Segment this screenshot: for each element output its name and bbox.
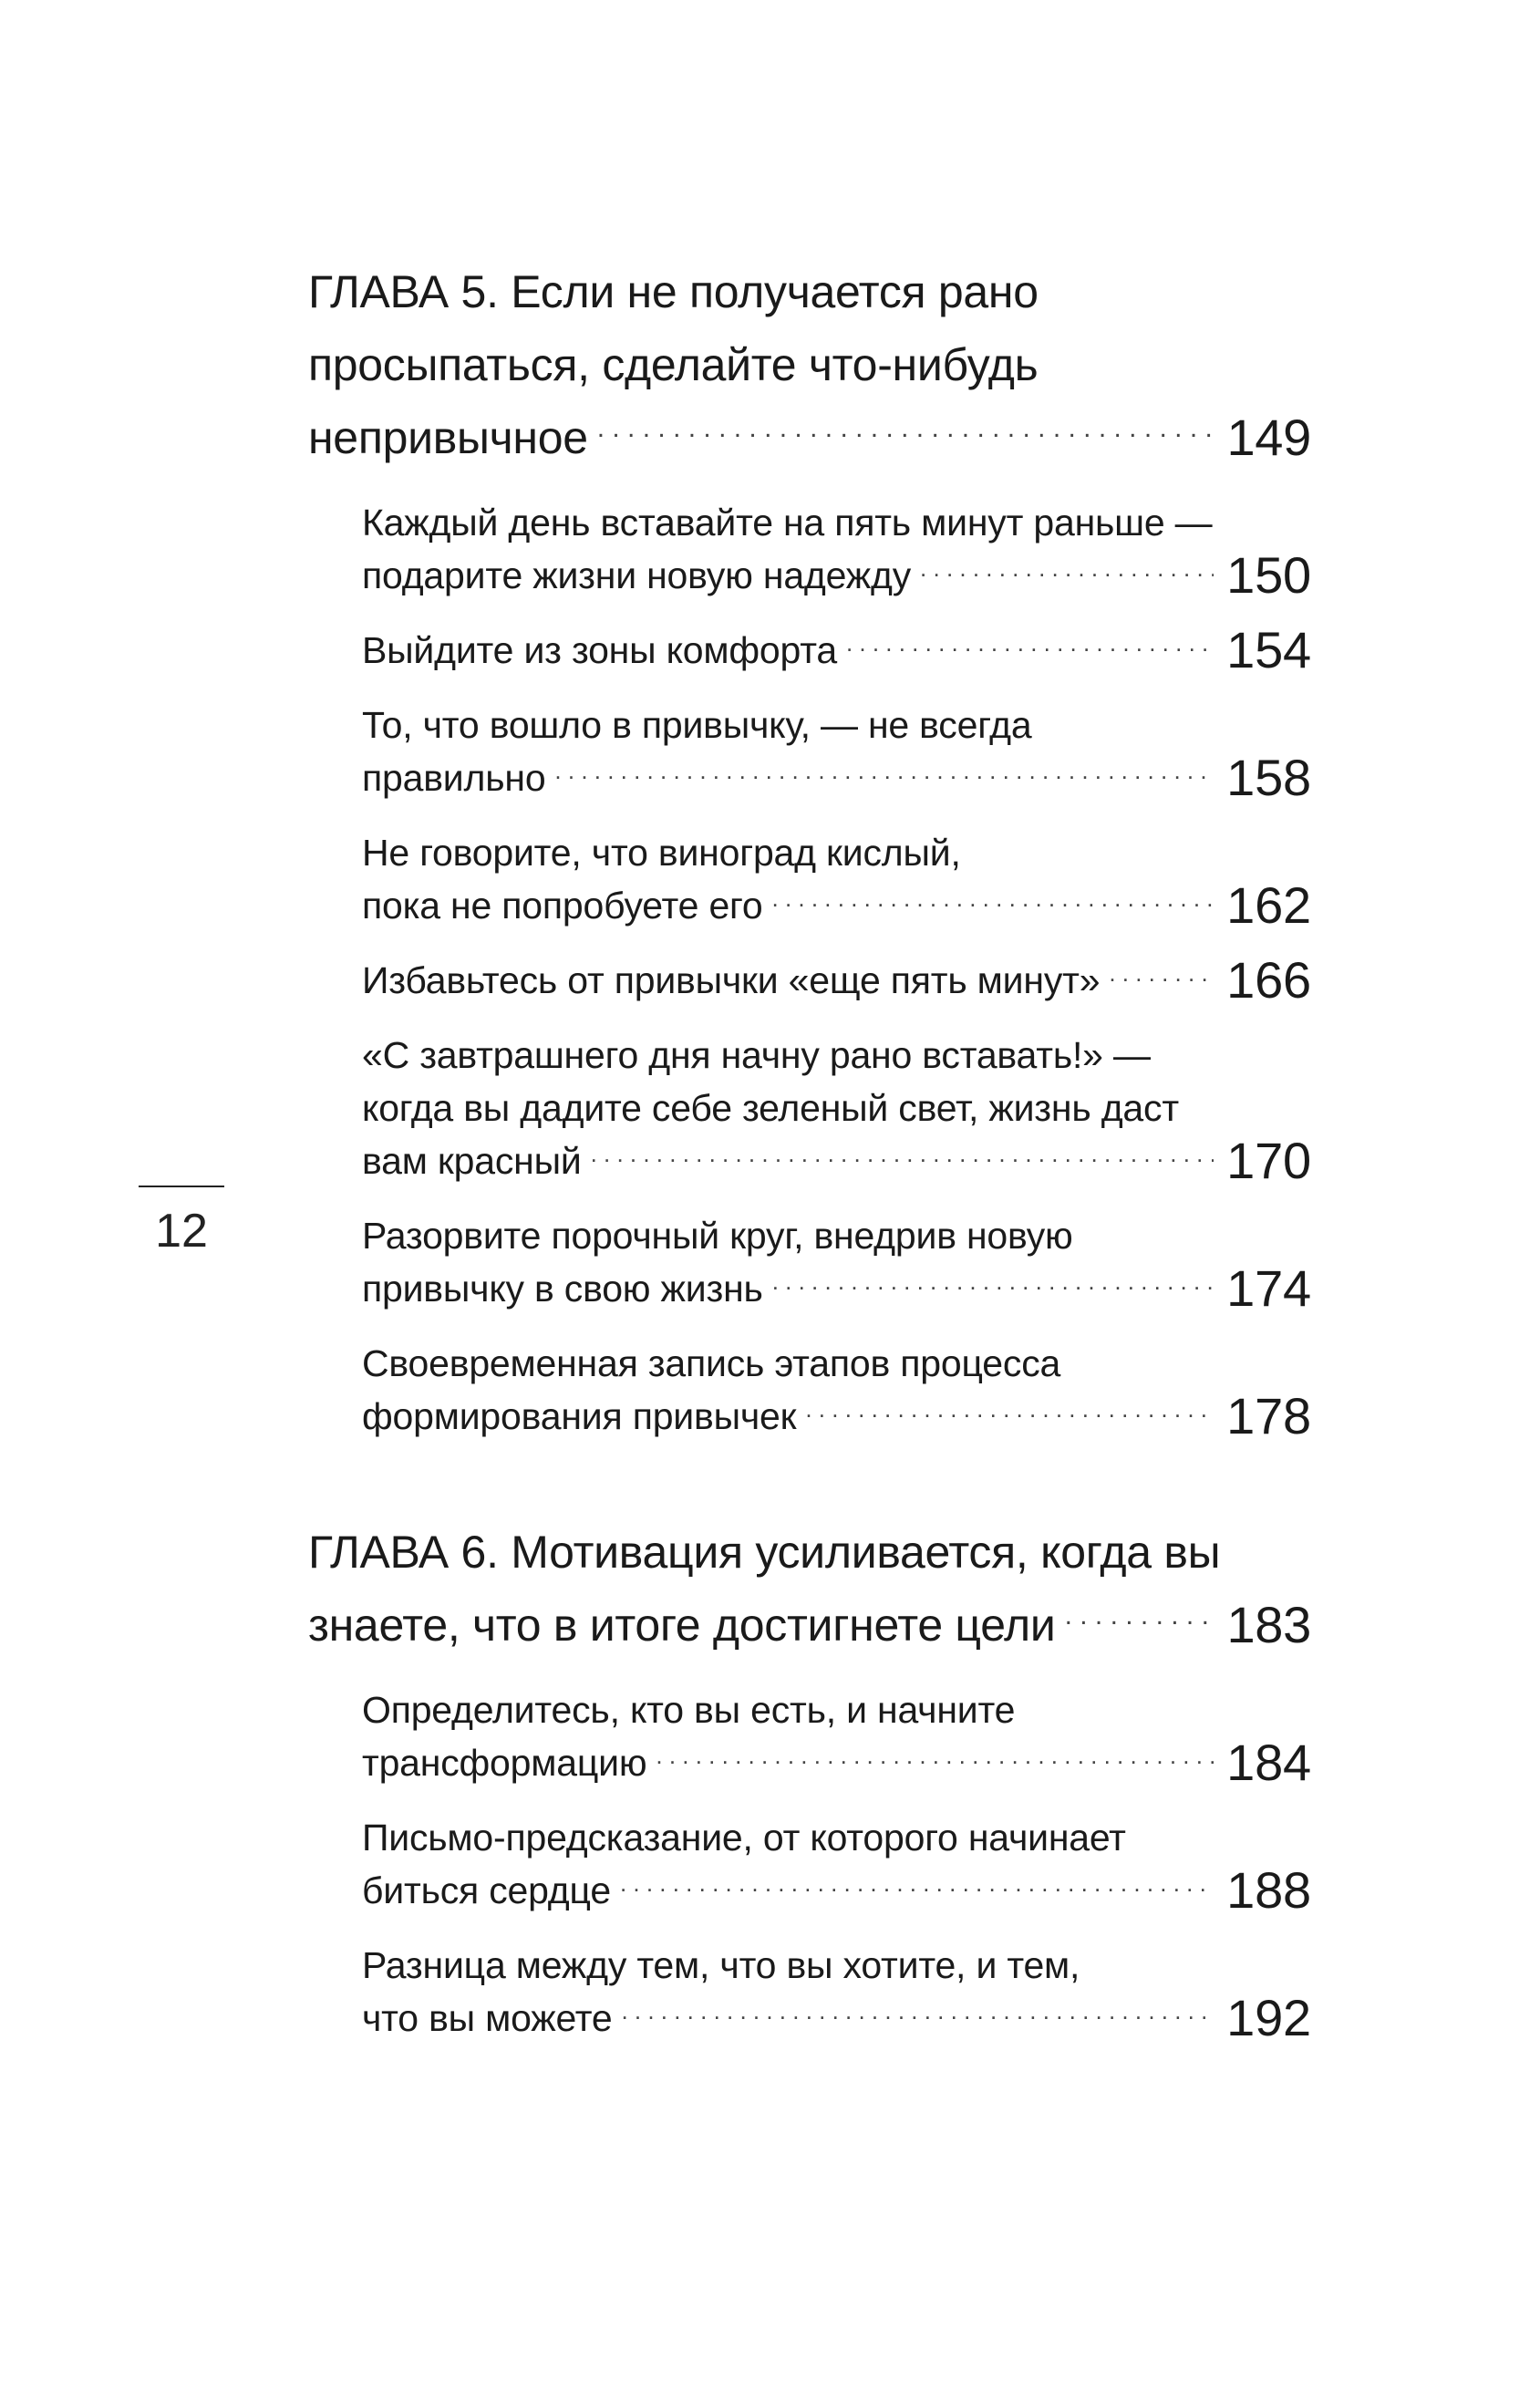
entry-title-last-line: что вы можете bbox=[362, 1997, 613, 2039]
dot-leader bbox=[554, 744, 1214, 797]
entry-row bbox=[362, 876, 1311, 934]
entry-title-last-line: трансформацию bbox=[362, 1742, 647, 1784]
chapter-title-last-line: непривычное bbox=[308, 412, 588, 463]
chapter-page-number: 149 bbox=[1226, 409, 1311, 466]
table-of-contents bbox=[308, 255, 1311, 2045]
entry-title-last-line: пока не попробуете его bbox=[362, 885, 763, 927]
entry-page-number: 174 bbox=[1226, 1259, 1311, 1317]
entry-title-line: Письмо-предсказание, от которого начинает bbox=[362, 1817, 1126, 1859]
entry-page-number: 184 bbox=[1226, 1734, 1311, 1791]
entry-row bbox=[362, 546, 1311, 604]
entry-title-line: Разница между тем, что вы хотите, и тем, bbox=[362, 1944, 1080, 1986]
entry-title-last-line: биться сердце bbox=[362, 1869, 611, 1911]
entry-title-line: То, что вошло в привычку, — не всегда bbox=[362, 704, 1032, 746]
entry-title-last-line: правильно bbox=[362, 757, 546, 799]
entry-title-last-line: вам красный bbox=[362, 1140, 582, 1182]
dot-leader bbox=[1109, 947, 1214, 999]
entry-title-last-line: подарите жизни новую надежду bbox=[362, 554, 912, 596]
dot-leader bbox=[1065, 1579, 1214, 1652]
dot-leader bbox=[656, 1729, 1214, 1782]
entry-row bbox=[362, 1861, 1311, 1919]
dot-leader bbox=[621, 1984, 1214, 2037]
page-number: 12 bbox=[155, 1205, 208, 1258]
entry-page-number: 178 bbox=[1226, 1387, 1311, 1445]
entry-title-line: Каждый день вставайте на пять минут раньше — bbox=[362, 502, 1213, 544]
toc-entry bbox=[362, 1209, 1311, 1315]
dot-leader bbox=[772, 1255, 1214, 1308]
chapter-title-line: ГЛАВА 6. Мотивация усиливается, когда вы bbox=[308, 1527, 1221, 1578]
toc-entry bbox=[362, 1811, 1311, 1917]
entry-title-last-line: привычку в свою жизнь bbox=[362, 1268, 763, 1310]
toc-entry bbox=[362, 1683, 1311, 1789]
chapter-title-row bbox=[308, 401, 1311, 474]
entry-title-line: Своевременная запись этапов процесса bbox=[362, 1342, 1061, 1384]
chapter-title-line: просыпаться, сделайте что-нибудь bbox=[308, 339, 1039, 390]
toc-entry bbox=[362, 1029, 1311, 1187]
toc-entry bbox=[362, 1337, 1311, 1443]
entry-row bbox=[362, 1387, 1311, 1445]
dot-leader bbox=[846, 616, 1214, 669]
dot-leader bbox=[620, 1857, 1214, 1910]
entry-row bbox=[362, 1259, 1311, 1317]
entry-page-number: 154 bbox=[1226, 621, 1311, 678]
entry-page-number: 158 bbox=[1226, 749, 1311, 806]
entry-title-line: Не говорите, что виноград кислый, bbox=[362, 832, 961, 874]
entry-page-number: 192 bbox=[1226, 1989, 1311, 2046]
toc-entry bbox=[362, 621, 1311, 678]
chapter-heading bbox=[308, 1516, 1311, 1662]
chapter-title-last-line: знаете, что в итоге достигнете цели bbox=[308, 1600, 1056, 1651]
dot-leader bbox=[597, 392, 1214, 465]
entry-title-last-line: Выйдите из зоны комфорта bbox=[362, 629, 837, 671]
entry-page-number: 162 bbox=[1226, 876, 1311, 934]
entry-row bbox=[362, 1134, 1311, 1187]
chapter-title-line: ГЛАВА 5. Если не получается рано bbox=[308, 266, 1039, 317]
entry-title-line: Разорвите порочный круг, внедрив новую bbox=[362, 1215, 1073, 1257]
toc-entry bbox=[362, 826, 1311, 932]
chapter-page-number: 183 bbox=[1226, 1596, 1311, 1653]
entry-page-number: 150 bbox=[1226, 546, 1311, 604]
entry-page-number: 188 bbox=[1226, 1861, 1311, 1919]
dot-leader bbox=[772, 872, 1214, 925]
entry-row bbox=[362, 951, 1311, 1009]
entry-row bbox=[362, 621, 1311, 678]
dot-leader bbox=[591, 1127, 1214, 1180]
entry-title-last-line: формирования привычек bbox=[362, 1395, 797, 1437]
entry-row bbox=[362, 1736, 1311, 1789]
toc-entry bbox=[362, 699, 1311, 804]
toc-entry bbox=[362, 1939, 1311, 2045]
page-number-rule bbox=[139, 1186, 224, 1187]
chapter-heading bbox=[308, 255, 1311, 474]
page-number-marker bbox=[139, 1186, 224, 1258]
entry-title-last-line: Избавьтесь от привычки «еще пять минут» bbox=[362, 959, 1101, 1001]
entry-row bbox=[362, 1989, 1311, 2046]
dot-leader bbox=[920, 542, 1214, 595]
entry-title-line: Определитесь, кто вы есть, и начните bbox=[362, 1689, 1016, 1731]
toc-entry bbox=[362, 951, 1311, 1009]
entry-page-number: 166 bbox=[1226, 951, 1311, 1009]
entry-title-line: когда вы дадите себе зеленый свет, жизнь даст bbox=[362, 1087, 1179, 1129]
dot-leader bbox=[805, 1382, 1214, 1435]
toc-entry bbox=[362, 496, 1311, 602]
chapter-title-row bbox=[308, 1589, 1311, 1662]
entry-page-number: 170 bbox=[1226, 1132, 1311, 1189]
entry-row bbox=[362, 751, 1311, 804]
entry-title-line: «С завтрашнего дня начну рано вставать!» — bbox=[362, 1034, 1151, 1076]
